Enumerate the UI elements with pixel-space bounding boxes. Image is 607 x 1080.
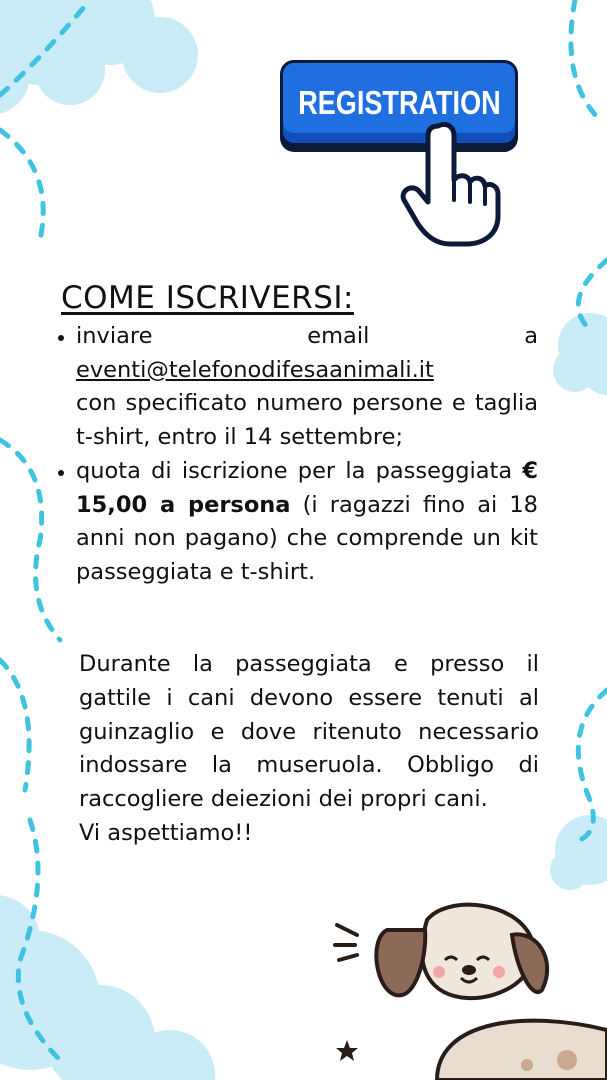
puppy-illustration — [327, 900, 607, 1080]
word: email — [307, 323, 370, 349]
list-item-text: quota di iscrizione per la passeggiata — [76, 457, 523, 484]
star-icon — [336, 1040, 358, 1061]
notice-text: Durante la passeggiata e presso il gattile i cani devono essere tenuti al guinzaglio e dove ritenuto necessario indossare la museruola. Obbligo di raccogliere deiezioni dei propri cani. — [79, 651, 539, 813]
registration-graphic — [278, 58, 524, 248]
word: inviare — [76, 323, 153, 349]
word: a — [524, 323, 538, 349]
list-item — [76, 455, 538, 590]
pointing-hand-icon — [398, 120, 508, 248]
closing-text: Vi aspettiamo!! — [79, 819, 253, 846]
registration-button-label: REGISTRATION — [297, 84, 501, 121]
registration-instructions — [76, 320, 538, 590]
email-link[interactable]: eventi@telefonodifesaanimali.it — [76, 356, 434, 383]
dog-rules-notice — [79, 648, 539, 851]
list-item — [76, 320, 538, 455]
price-text: € 15,00 a persona — [76, 457, 538, 518]
list-item-text: con specificato numero persone e taglia t-shirt, entro il 14 settembre; — [76, 390, 538, 451]
list-item-text: (i ragazzi fino ai 18 anni non pagano) che comprende un kit passeggiata e t-shirt. — [76, 491, 538, 585]
section-title: COME ISCRIVERSI: — [61, 280, 354, 316]
